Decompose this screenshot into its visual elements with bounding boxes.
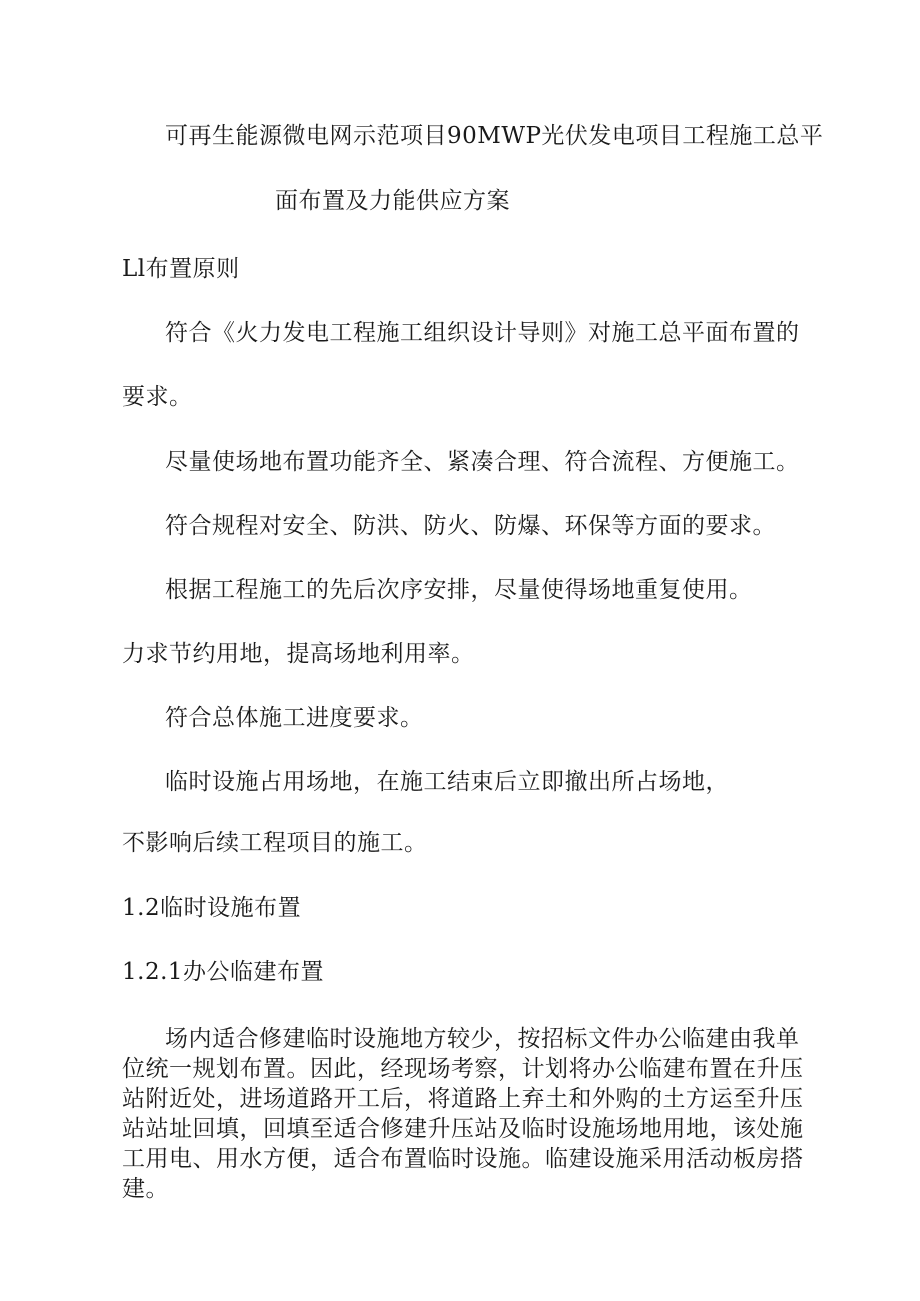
principle-item-7-line-1: 临时设施占用场地，在施工结束后立即撤出所占场地，	[165, 769, 729, 795]
paragraph-line: 场内适合修建临时设施地方较少，按招标文件办公临建由我单	[165, 1026, 800, 1052]
paragraph-line: 工用电、用水方便，适合布置临时设施。临建设施采用活动板房搭	[122, 1146, 804, 1172]
paragraph-line: 站站址回填，回填至适合修建升压站及临时设施场地用地，该处施	[122, 1116, 804, 1142]
paragraph-line: 站附近处，进场道路开工后，将道路上弃土和外购的土方运至升压	[122, 1086, 804, 1112]
principle-item-7-line-2: 不影响后续工程项目的施工。	[122, 830, 428, 856]
office-facility-paragraph	[122, 1024, 812, 1204]
principle-item-1-line-2: 要求。	[122, 384, 193, 410]
principle-item-5: 力求节约用地，提高场地利用率。	[122, 641, 475, 667]
section-heading-1-2-1: 1.2.1办公临建布置	[122, 959, 325, 985]
principle-item-6: 符合总体施工进度要求。	[165, 705, 424, 731]
paragraph-line: 建。	[122, 1176, 169, 1202]
section-heading-l1: Ll布置原则	[122, 256, 240, 282]
principle-item-1-line-1: 符合《火力发电工程施工组织设计导则》对施工总平面布置的	[165, 320, 800, 346]
document-title-line-2: 面布置及力能供应方案	[275, 188, 510, 214]
section-heading-1-2: 1.2临时设施布置	[122, 895, 302, 921]
document-title-line-1: 可再生能源微电网示范项目90MWP光伏发电项目工程施工总平	[165, 123, 824, 149]
principle-item-4: 根据工程施工的先后次序安排，尽量使得场地重复使用。	[165, 577, 753, 603]
principle-item-2: 尽量使场地布置功能齐全、紧凑合理、符合流程、方便施工。	[165, 449, 800, 475]
paragraph-line: 位统一规划布置。因此，经现场考察，计划将办公临建布置在升压	[122, 1056, 804, 1082]
principle-item-3: 符合规程对安全、防洪、防火、防爆、环保等方面的要求。	[165, 513, 776, 539]
